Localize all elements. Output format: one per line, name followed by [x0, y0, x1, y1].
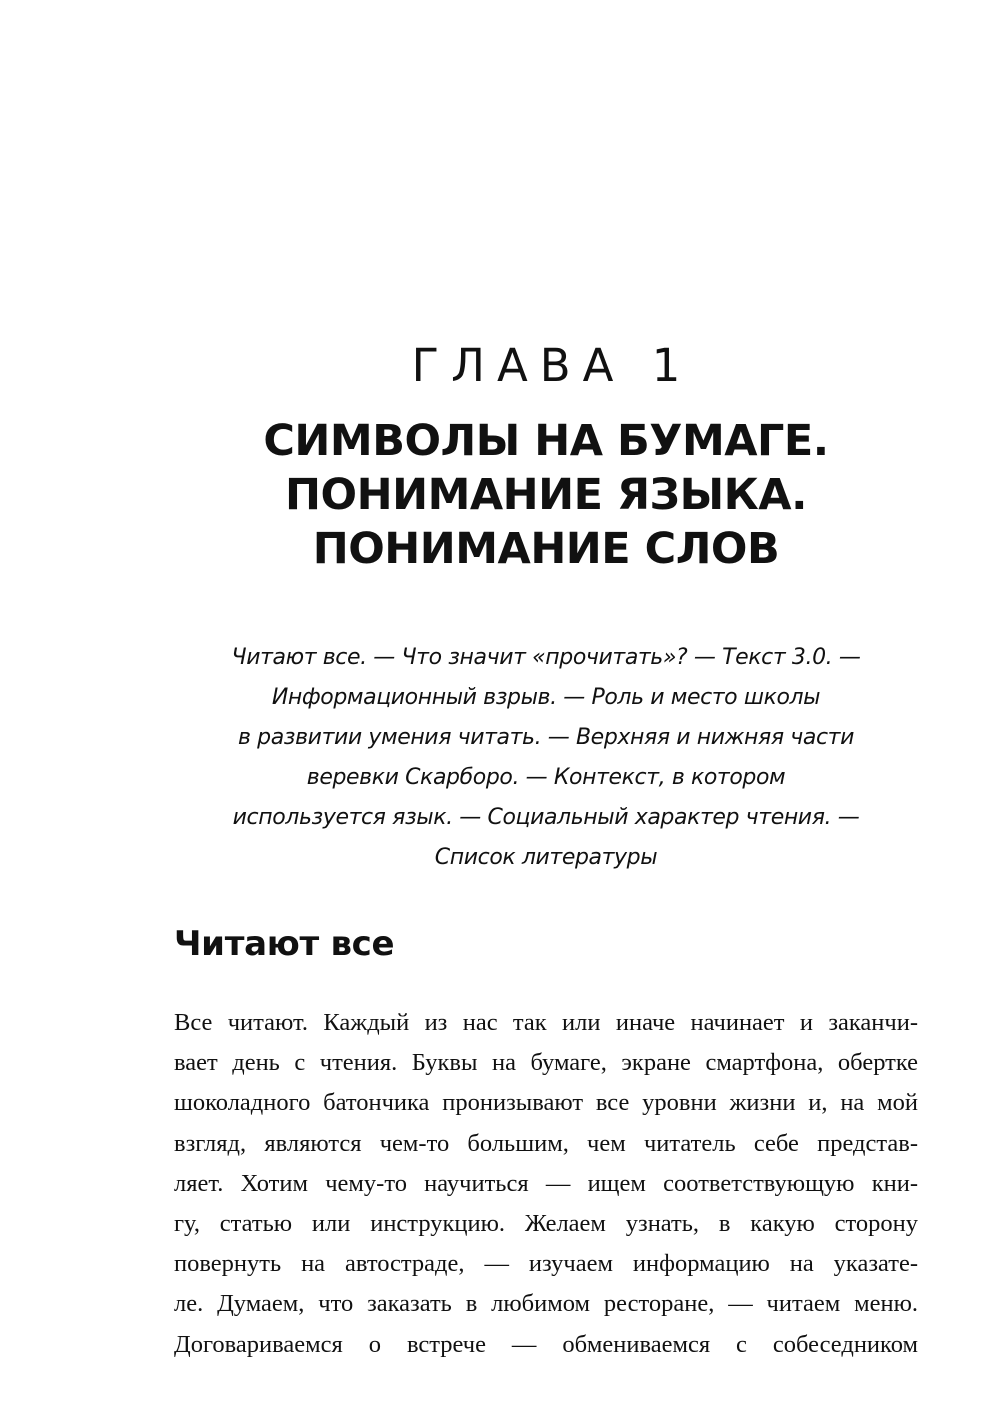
body-paragraph — [174, 1003, 918, 1365]
chapter-title-line: ПОНИМАНИЕ СЛОВ — [312, 524, 780, 574]
chapter-title-line: ПОНИМАНИЕ ЯЗЫКА. — [285, 470, 807, 520]
paragraph-line: повернуть на автостраде, — изучаем информацию на указате- — [174, 1250, 918, 1278]
paragraph-line: взгляд, являются чем-то большим, чем читатель себе представ- — [174, 1129, 918, 1157]
epigraph-line: в развитии умения читать. — Верхняя и нижняя части — [238, 725, 854, 750]
epigraph-line: Список литературы — [434, 845, 658, 870]
paragraph-line: Договариваемся о встрече — обмениваемся с собеседником — [174, 1330, 918, 1358]
paragraph-line: шоколадного батончика пронизывают все уровни жизни и, на мой — [174, 1089, 918, 1117]
paragraph-line: ляет. Хотим чему-то научиться — ищем соответствующую кни- — [174, 1169, 918, 1197]
epigraph-line: веревки Скарборо. — Контекст, в котором — [306, 765, 786, 790]
epigraph-line: Информационный взрыв. — Роль и место школы — [271, 685, 821, 710]
chapter-title-line: СИМВОЛЫ НА БУМАГЕ. — [263, 416, 829, 466]
paragraph-line: ле. Думаем, что заказать в любимом ресторане, — читаем меню. — [174, 1290, 918, 1318]
section-heading: Читают все — [174, 924, 395, 964]
epigraph-line: используется язык. — Социальный характер чтения. — — [232, 805, 860, 830]
paragraph-line: гу, статью или инструкцию. Желаем узнать, в какую сторону — [174, 1209, 918, 1237]
chapter-label: ГЛАВА 1 — [411, 339, 693, 392]
epigraph-line: Читают все. — Что значит «прочитать»? — Текст 3.0. — — [231, 645, 861, 670]
paragraph-line: вает день с чтения. Буквы на бумаге, экране смартфона, обертке — [174, 1049, 918, 1077]
chapter-contents-epigraph — [174, 638, 918, 878]
chapter-title — [174, 414, 918, 576]
paragraph-line: Все читают. Каждый из нас так или иначе начинает и заканчи- — [174, 1009, 918, 1036]
